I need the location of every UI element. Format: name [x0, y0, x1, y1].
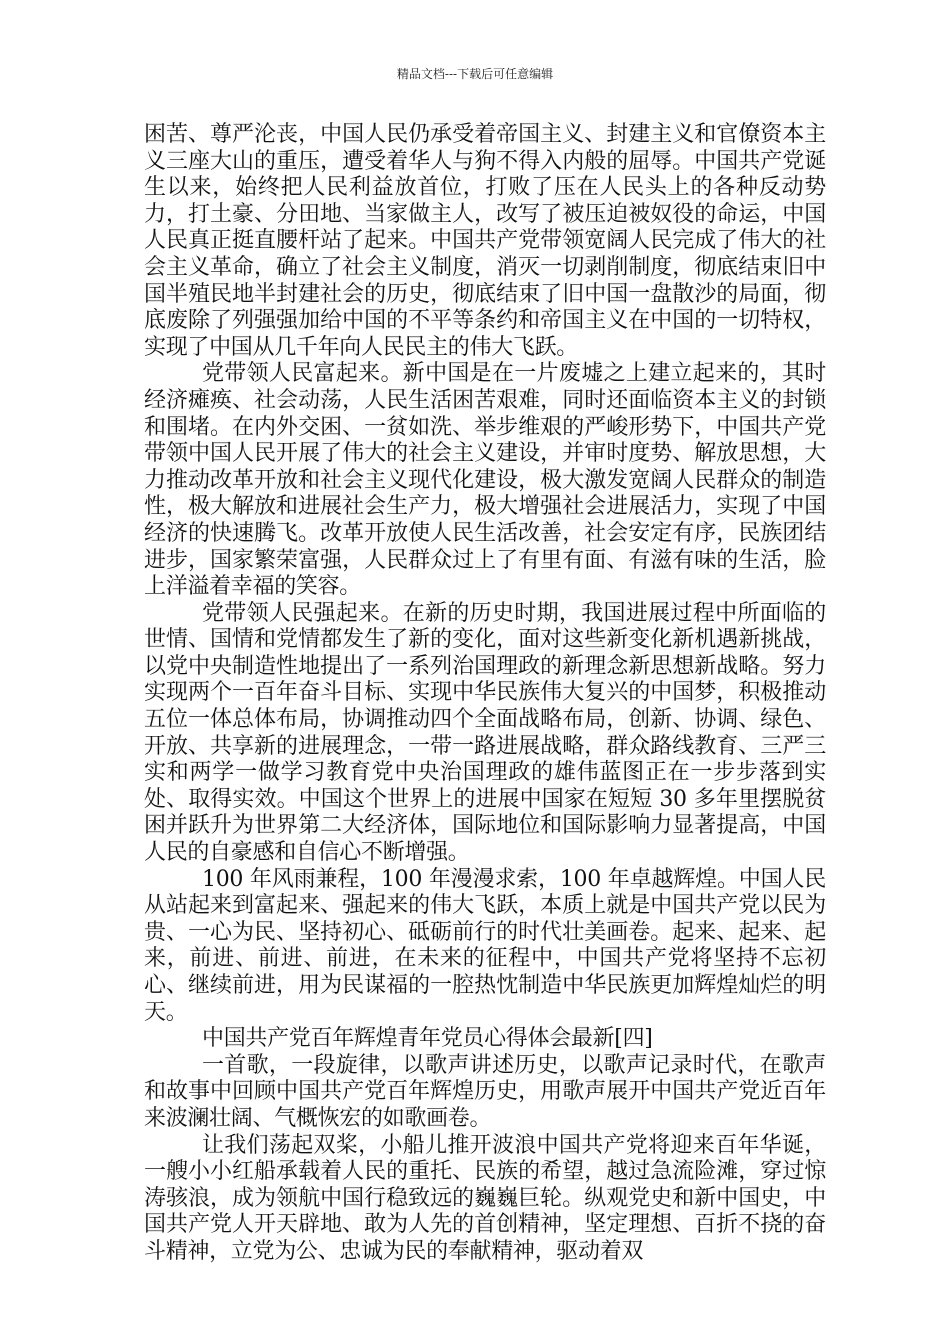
document-body	[144, 122, 826, 1266]
section-heading: 中国共产党百年辉煌青年党员心得体会最新[四]	[202, 1026, 653, 1052]
paragraph: 党带领人民富起来。新中国是在一片废墟之上建立起来的，其时经济瘫痪、社会动荡，人民生活困苦艰难，同时还面临资本主义的封锁和围堵。在内外交困、一贫如洗、举步维艰的严峻形势下，中国共产党带领中国人民开展了伟大的社会主义建设，并审时度势、解放思想，大力推动改革开放和社会主义现代化建设，极大激发宽阔人民群众的制造性，极大解放和进展社会生产力，极大增强社会进展活力，实现了中国经济的快速腾飞。改革开放使人民生活改善，社会安定有序，民族团结进步，国家繁荣富强，人民群众过上了有里有面、有滋有味的生活，脸上洋溢着幸福的笑容。	[144, 361, 826, 600]
page-header: 精品文档---下载后可任意编辑	[396, 67, 554, 81]
paragraph: 一首歌，一段旋律，以歌声讲述历史，以歌声记录时代，在歌声和故事中回顾中国共产党百年辉煌历史，用歌声展开中国共产党近百年来波澜壮阔、气概恢宏的如歌画卷。	[144, 1052, 826, 1131]
paragraph: 让我们荡起双桨，小船儿推开波浪中国共产党将迎来百年华诞，一艘小小红船承载着人民的重托、民族的希望，越过急流险滩，穿过惊涛骇浪，成为领航中国行稳致远的巍巍巨轮。纵观党史和新中国史，中国共产党人开天辟地、敢为人先的首创精神，坚定理想、百折不挠的奋斗精神，立党为公、忠诚为民的奉献精神，驱动着双	[144, 1132, 826, 1264]
paragraph: 100 年风雨兼程，100 年漫漫求索，100 年卓越辉煌。中国人民从站起来到富起来、强起来的伟大飞跃，本质上就是中国共产党以民为贵、一心为民、坚持初心、砥砺前行的时代壮美画卷。起来、起来、起来，前进、前进、前进，在未来的征程中，中国共产党将坚持不忘初心、继续前进，用为民谋福的一腔热忱制造中华民族更加辉煌灿烂的明天。	[144, 866, 826, 1025]
paragraph: 困苦、尊严沦丧，中国人民仍承受着帝国主义、封建主义和官僚资本主义三座大山的重压，遭受着华人与狗不得入内般的屈辱。中国共产党诞生以来，始终把人民利益放首位，打败了压在人民头上的各种反动势力，打土豪、分田地、当家做主人，改写了被压迫被奴役的命运，中国人民真正挺直腰杆站了起来。中国共产党带领宽阔人民完成了伟大的社会主义革命，确立了社会主义制度，消灭一切剥削制度，彻底结束旧中国半殖民地半封建社会的历史，彻底结束了旧中国一盘散沙的局面，彻底废除了列强强加给中国的不平等条约和帝国主义在中国的一切特权，实现了中国从几千年向人民民主的伟大飞跃。	[144, 122, 826, 360]
paragraph: 党带领人民强起来。在新的历史时期，我国进展过程中所面临的世情、国情和党情都发生了新的变化，面对这些新变化新机遇新挑战，以党中央制造性地提出了一系列治国理政的新理念新思想新战略。努力实现两个一百年奋斗目标、实现中华民族伟大复兴的中国梦，积极推动五位一体总体布局，协调推动四个全面战略布局，创新、协调、绿色、开放、共享新的进展理念，一带一路进展战略，群众路线教育、三严三实和两学一做学习教育党中央治国理政的雄伟蓝图正在一步步落到实处、取得实效。中国这个世界上的进展中国家在短短 30 多年里摆脱贫困并跃升为世界第二大经济体，国际地位和国际影响力显著提高，中国人民的自豪感和自信心不断增强。	[144, 600, 826, 866]
